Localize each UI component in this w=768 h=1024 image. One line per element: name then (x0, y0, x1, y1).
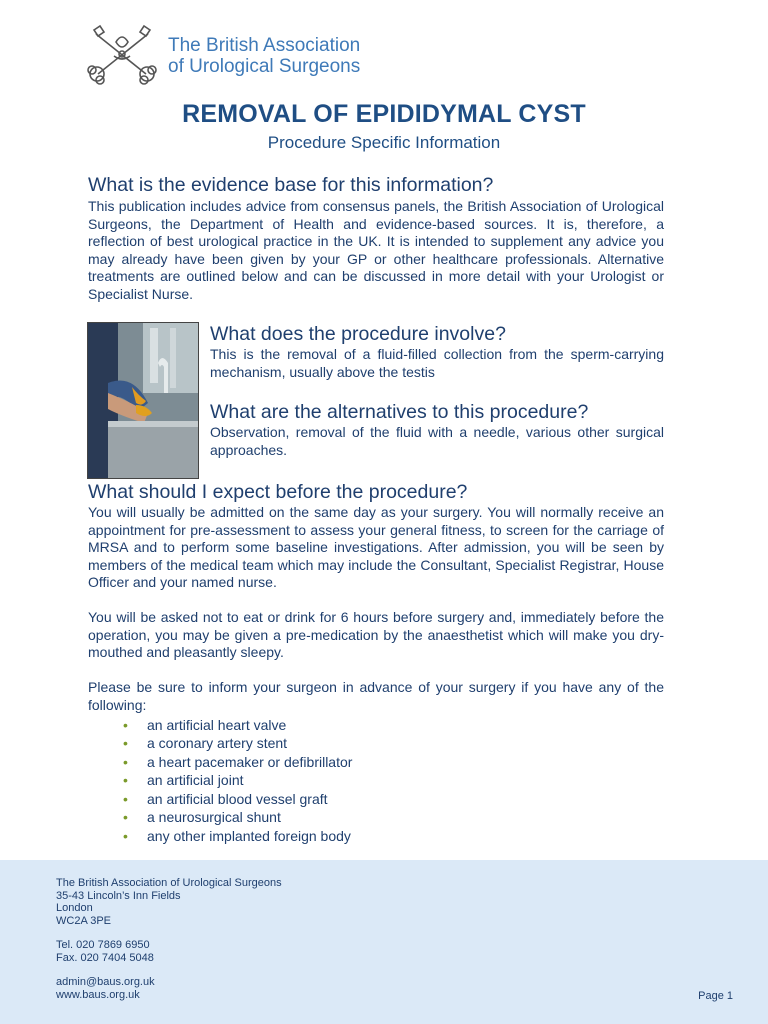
section-paragraph: You will usually be admitted on the same day as your surgery. You will normally receive an appointment for pre-assessment to assess your general fitness, to screen for the carriage of MRSA and to perform some baseline investigations. After admission, you will be seen by members of the medical team which may include the Consultant, Specialist Registrar, House Officer and your named nurse. (88, 504, 664, 590)
section-evidence (88, 173, 664, 303)
list-item (123, 771, 664, 790)
surgeon-washing-hands-image (88, 323, 198, 478)
footer-spacer (56, 927, 282, 939)
footer-org: The British Association of Urological Surgeons (56, 877, 282, 889)
list-item-text: a heart pacemaker or defibrillator (147, 753, 353, 770)
section-heading: What are the alternatives to this procedure? (210, 401, 589, 423)
section-body: This publication includes advice from consensus panels, the British Association of Urological Surgeons, the Department of Health and evidence-based sources. It is, therefore, a reflection of best urological practice in the UK. It is intended to supplement any advice you may already have been given by your GP or other healthcare professionals. Alternative treatments are outlined below and can be discussed in more detail with your Urologist or Specialist Nurse. (88, 198, 664, 302)
footer-city: London (56, 902, 93, 914)
list-item-text: an artificial heart valve (147, 716, 287, 733)
bullet-dot-icon: • (123, 790, 128, 807)
page-subtitle: Procedure Specific Information (267, 133, 501, 152)
list-item-text: an artificial blood vessel graft (147, 790, 328, 807)
crossed-keys-emblem-icon (86, 22, 158, 86)
footer-postcode: WC2A 3PE (56, 914, 112, 927)
footer-tel: Tel. 020 7869 6950 (56, 939, 150, 951)
footer-street: 35-43 Lincoln’s Inn Fields (56, 889, 181, 902)
section-heading: What does the procedure involve? (210, 323, 506, 345)
logo-line-2: of Urological Surgeons (168, 56, 361, 77)
baus-logo (86, 22, 406, 86)
bullet-dot-icon: • (123, 809, 128, 826)
footer-email-link[interactable]: admin@baus.org.uk (56, 976, 155, 988)
page-title: REMOVAL OF EPIDIDYMAL CYST (182, 100, 586, 128)
list-item-text: a neurosurgical shunt (147, 809, 281, 826)
section-alternatives (210, 400, 664, 459)
footer-fax: Fax. 020 7404 5048 (56, 951, 154, 964)
footer-spacer (56, 964, 282, 976)
bullet-dot-icon: • (123, 828, 128, 845)
list-item-text: any other implanted foreign body (147, 828, 351, 845)
list-item-text: an artificial joint (147, 772, 244, 789)
bullet-dot-icon: • (123, 716, 128, 733)
section-body: This is the removal of a fluid-filled collection from the sperm-carrying mechanism, usually above the testis (210, 346, 664, 380)
section-heading: What should I expect before the procedure? (88, 481, 468, 503)
bullet-dot-icon: • (123, 753, 128, 770)
list-item (123, 808, 664, 827)
section-paragraph: Please be sure to inform your surgeon in advance of your surgery if you have any of the following: (88, 679, 664, 713)
list-item-text: a coronary artery stent (147, 735, 288, 752)
section-before-procedure (88, 480, 664, 846)
logo-wordmark (168, 35, 360, 77)
footer-website-link[interactable]: www.baus.org.uk (56, 988, 140, 1001)
footer-address (56, 877, 282, 1001)
bullet-dot-icon: • (123, 735, 128, 752)
bullet-dot-icon: • (123, 772, 128, 789)
implant-list (88, 716, 664, 846)
list-item (123, 734, 664, 753)
section-body: Observation, removal of the fluid with a needle, various other surgical approaches. (210, 424, 664, 458)
section-procedure (210, 322, 664, 381)
list-item (123, 790, 664, 809)
list-item (123, 827, 664, 846)
section-paragraph: You will be asked not to eat or drink for 6 hours before surgery and, immediately before the operation, you may be given a pre-medication by the anaesthetist which will make you dry-mouthed and pleasantly sleepy. (88, 609, 664, 660)
list-item (123, 753, 664, 772)
page-number: Page 1 (698, 990, 733, 1002)
logo-line-1: The British Association (168, 35, 361, 56)
page-footer (0, 860, 768, 1024)
procedure-photo (87, 322, 199, 479)
section-heading: What is the evidence base for this information? (88, 174, 494, 196)
list-item (123, 716, 664, 735)
